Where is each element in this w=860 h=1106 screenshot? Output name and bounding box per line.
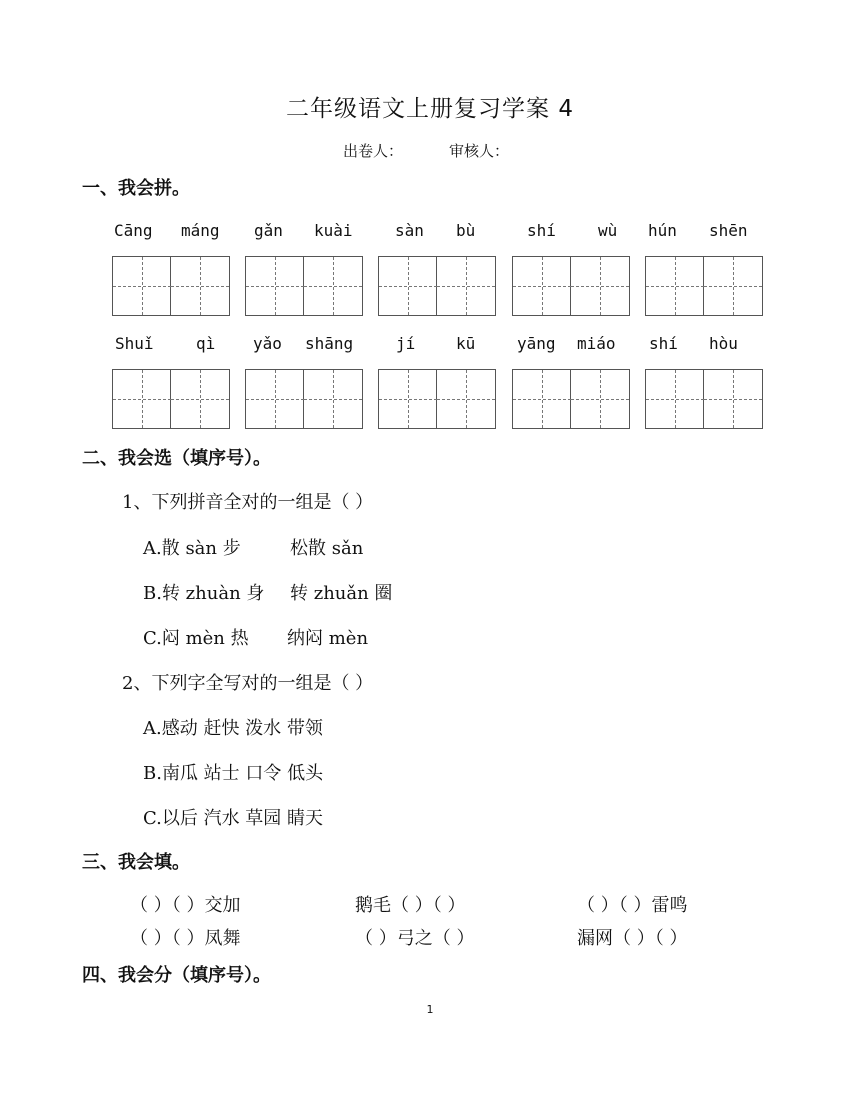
option-a: A.散 sàn 步 bbox=[143, 538, 241, 559]
fill-blank-item: （ ）弓之（ ） bbox=[355, 928, 475, 949]
pinyin: shí bbox=[527, 221, 556, 240]
pinyin: yāng bbox=[517, 334, 556, 353]
pinyin: máng bbox=[181, 221, 220, 240]
writing-grid[interactable] bbox=[645, 369, 763, 429]
question-2: 2、下列字全写对的一组是（ ） bbox=[122, 673, 374, 694]
option-c-second: 纳闷 mèn bbox=[287, 628, 369, 649]
writing-grid[interactable] bbox=[512, 369, 630, 429]
pinyin: kū bbox=[456, 334, 476, 353]
pinyin: sàn bbox=[395, 221, 424, 240]
section4-heading: 四、我会分（填序号）。 bbox=[82, 965, 271, 986]
pinyin: kuài bbox=[314, 221, 353, 240]
section3-heading: 三、我会填。 bbox=[82, 852, 190, 873]
pinyin: gǎn bbox=[254, 221, 283, 240]
writing-grid[interactable] bbox=[245, 256, 363, 316]
fill-blank-item: 漏网（ ）（ ） bbox=[577, 928, 688, 949]
option-c: C.以后 汽水 草园 睛天 bbox=[143, 808, 324, 829]
pinyin: jí bbox=[396, 334, 416, 353]
page-number: 1 bbox=[426, 1003, 434, 1016]
fill-blank-item: （ ）（ ）交加 bbox=[130, 895, 241, 916]
writing-grid[interactable] bbox=[645, 256, 763, 316]
option-a-second: 松散 sǎn bbox=[290, 538, 364, 559]
section1-heading: 一、我会拼。 bbox=[82, 178, 190, 199]
pinyin: yǎo bbox=[253, 334, 282, 353]
writing-grid[interactable] bbox=[378, 256, 496, 316]
pinyin: hún bbox=[648, 221, 677, 240]
option-b-second: 转 zhuǎn 圈 bbox=[290, 583, 393, 604]
pinyin: shāng bbox=[305, 334, 354, 353]
pinyin: wù bbox=[598, 221, 618, 240]
pinyin: shí bbox=[649, 334, 678, 353]
pinyin: qì bbox=[196, 334, 216, 353]
writing-grid[interactable] bbox=[378, 369, 496, 429]
author-label: 出卷人： bbox=[343, 142, 404, 160]
option-c: C.闷 mèn 热 bbox=[143, 628, 249, 649]
page-title: 二年级语文上册复习学案 4 bbox=[286, 96, 574, 122]
option-b: B.南瓜 站士 口令 低头 bbox=[143, 763, 324, 784]
pinyin: miáo bbox=[577, 334, 616, 353]
writing-grid[interactable] bbox=[512, 256, 630, 316]
writing-grid[interactable] bbox=[245, 369, 363, 429]
pinyin: Cāng bbox=[114, 221, 153, 240]
question-1: 1、下列拼音全对的一组是（ ） bbox=[122, 492, 374, 513]
section2-heading: 二、我会选（填序号）。 bbox=[82, 448, 271, 469]
writing-grid[interactable] bbox=[112, 369, 230, 429]
fill-blank-item: （ ）（ ）凤舞 bbox=[130, 928, 241, 949]
writing-grid[interactable] bbox=[112, 256, 230, 316]
fill-blank-item: 鹅毛（ ）（ ） bbox=[355, 895, 466, 916]
pinyin: hòu bbox=[709, 334, 738, 353]
pinyin: Shuǐ bbox=[115, 334, 154, 353]
option-a: A.感动 赶快 泼水 带领 bbox=[143, 718, 323, 739]
pinyin: bù bbox=[456, 221, 476, 240]
pinyin: shēn bbox=[709, 221, 748, 240]
reviewer-label: 审核人： bbox=[449, 142, 510, 160]
option-b: B.转 zhuàn 身 bbox=[143, 583, 265, 604]
fill-blank-item: （ ）（ ）雷鸣 bbox=[577, 895, 688, 916]
